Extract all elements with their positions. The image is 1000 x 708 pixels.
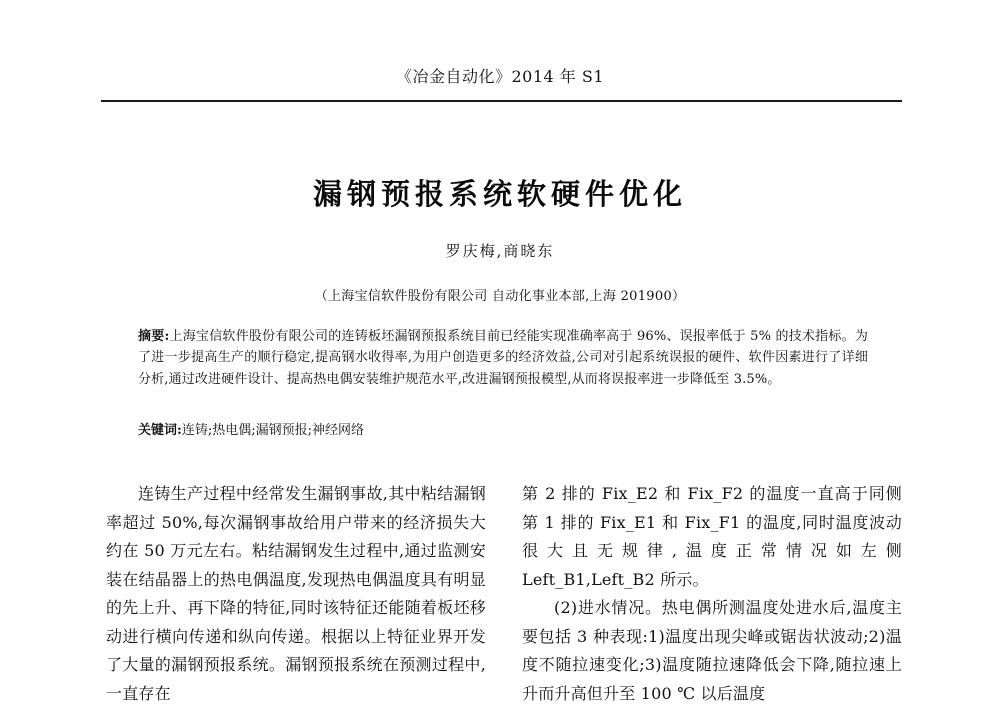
article-title: 漏钢预报系统软硬件优化 <box>312 177 687 211</box>
header-rule <box>101 100 902 102</box>
body-paragraph: 第 2 排的 Fix_E2 和 Fix_F2 的温度一直高于同侧第 1 排的 Fix_E1 和 Fix_F1 的温度,同时温度波动很大且无规律,温度正常情况如左侧 Left_B1,Left_B2 所示。 <box>522 484 902 589</box>
abstract-text: 上海宝信软件股份有限公司的连铸板坯漏钢预报系统目前已经能实现准确率高于 96%、误报率低于 5% 的技术指标。为了进一步提高生产的顺行稳定,提高钢水收得率,为用户创造更多的经济效益,公司对引起系统误报的硬件、软件因素进行了详细分析,通过改进硬件设计、提高热电偶安装维护规范水平,改进漏钢预报模型,从而将误报率进一步降低至 3.5%。 <box>138 329 868 387</box>
keywords <box>138 420 868 441</box>
body-column-left <box>106 480 486 708</box>
body-paragraph: 连铸生产过程中经常发生漏钢事故,其中粘结漏钢率超过 50%,每次漏钢事故给用户带来的经济损失大约在 50 万元左右。粘结漏钢发生过程中,通过监测安装在结晶器上的热电偶温度,发现热电偶温度具有明显的先上升、再下降的特征,同时该特征还能随着板坯移动进行横向传递和纵向传递。根据以上特征业界开发了大量的漏钢预报系统。漏钢预报系统在预测过程中,一直存在 <box>106 484 486 703</box>
body-column-right <box>522 480 902 708</box>
article-affiliation: （上海宝信软件股份有限公司 自动化事业本部,上海 201900） <box>314 289 686 304</box>
article-authors: 罗庆梅,商晓东 <box>445 242 555 260</box>
keywords-text: 连铸;热电偶;漏钢预报;神经网络 <box>181 423 364 438</box>
abstract-label: 摘要: <box>138 329 170 344</box>
abstract <box>138 326 868 390</box>
body-paragraph: (2)进水情况。热电偶所测温度处进水后,温度主要包括 3 种表现:1)温度出现尖峰或锯齿状波动;2)温度不随拉速变化;3)温度随拉速降低会下降,随拉速上升而升高但升至 100 ℃ 以后温度 <box>522 598 902 703</box>
journal-header: 《冶金自动化》2014 年 S1 <box>395 67 605 86</box>
keywords-label: 关键词: <box>138 423 182 438</box>
